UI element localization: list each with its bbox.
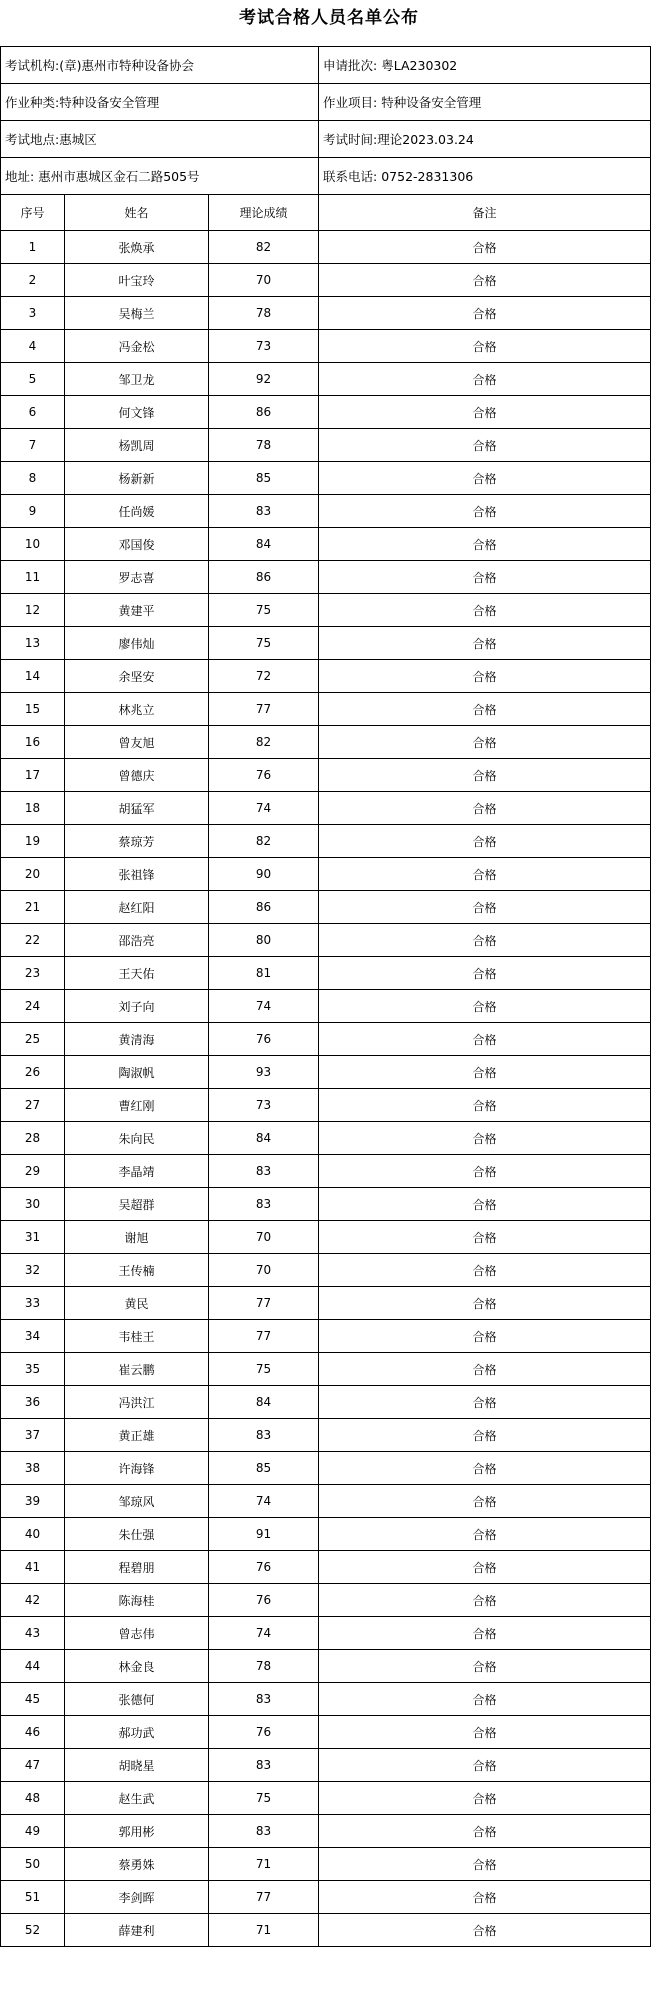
row-score: 74 bbox=[209, 792, 319, 825]
row-number: 19 bbox=[1, 825, 65, 858]
row-score: 78 bbox=[209, 1650, 319, 1683]
row-name: 黄清海 bbox=[65, 1023, 209, 1056]
row-score: 91 bbox=[209, 1518, 319, 1551]
row-name: 何文锋 bbox=[65, 396, 209, 429]
row-name: 王传楠 bbox=[65, 1254, 209, 1287]
row-number: 3 bbox=[1, 297, 65, 330]
table-row bbox=[1, 924, 651, 957]
row-number: 34 bbox=[1, 1320, 65, 1353]
info-job-item bbox=[319, 84, 651, 121]
row-number: 6 bbox=[1, 396, 65, 429]
row-score: 70 bbox=[209, 1254, 319, 1287]
row-number: 7 bbox=[1, 429, 65, 462]
info-phone-label: 联系电话: bbox=[323, 169, 378, 184]
row-name: 邹琼风 bbox=[65, 1485, 209, 1518]
row-score: 75 bbox=[209, 1782, 319, 1815]
row-number: 17 bbox=[1, 759, 65, 792]
table-row bbox=[1, 429, 651, 462]
table-row bbox=[1, 1881, 651, 1914]
info-time-value: 理论2023.03.24 bbox=[377, 132, 474, 147]
info-row-org bbox=[1, 47, 651, 84]
row-number: 2 bbox=[1, 264, 65, 297]
row-score: 83 bbox=[209, 1749, 319, 1782]
row-number: 41 bbox=[1, 1551, 65, 1584]
table-row bbox=[1, 1221, 651, 1254]
row-remark: 合格 bbox=[319, 1782, 651, 1815]
row-name: 许海锋 bbox=[65, 1452, 209, 1485]
row-remark: 合格 bbox=[319, 726, 651, 759]
table-row bbox=[1, 1914, 651, 1947]
row-score: 76 bbox=[209, 759, 319, 792]
row-name: 任尚媛 bbox=[65, 495, 209, 528]
row-name: 韦桂王 bbox=[65, 1320, 209, 1353]
info-location bbox=[1, 121, 319, 158]
row-name: 郭用彬 bbox=[65, 1815, 209, 1848]
row-remark: 合格 bbox=[319, 858, 651, 891]
table-row bbox=[1, 1122, 651, 1155]
row-number: 1 bbox=[1, 231, 65, 264]
row-name: 曾友旭 bbox=[65, 726, 209, 759]
info-batch bbox=[319, 47, 651, 84]
row-number: 52 bbox=[1, 1914, 65, 1947]
row-score: 78 bbox=[209, 297, 319, 330]
row-remark: 合格 bbox=[319, 1749, 651, 1782]
row-name: 陶淑帆 bbox=[65, 1056, 209, 1089]
row-name: 吴超群 bbox=[65, 1188, 209, 1221]
row-name: 廖伟灿 bbox=[65, 627, 209, 660]
row-name: 张焕承 bbox=[65, 231, 209, 264]
row-number: 24 bbox=[1, 990, 65, 1023]
table-row bbox=[1, 561, 651, 594]
row-name: 邹卫龙 bbox=[65, 363, 209, 396]
row-number: 45 bbox=[1, 1683, 65, 1716]
row-score: 74 bbox=[209, 990, 319, 1023]
row-name: 罗志喜 bbox=[65, 561, 209, 594]
table-header-row bbox=[1, 195, 651, 231]
row-remark: 合格 bbox=[319, 429, 651, 462]
row-remark: 合格 bbox=[319, 1221, 651, 1254]
row-number: 20 bbox=[1, 858, 65, 891]
table-row bbox=[1, 1584, 651, 1617]
row-score: 84 bbox=[209, 528, 319, 561]
table-row bbox=[1, 1452, 651, 1485]
row-number: 28 bbox=[1, 1122, 65, 1155]
row-score: 83 bbox=[209, 1419, 319, 1452]
row-name: 黄正雄 bbox=[65, 1419, 209, 1452]
row-score: 84 bbox=[209, 1386, 319, 1419]
row-score: 80 bbox=[209, 924, 319, 957]
table-row bbox=[1, 396, 651, 429]
row-remark: 合格 bbox=[319, 759, 651, 792]
table-row bbox=[1, 957, 651, 990]
row-score: 74 bbox=[209, 1617, 319, 1650]
info-batch-value: 粤LA230302 bbox=[381, 58, 458, 73]
row-score: 70 bbox=[209, 264, 319, 297]
table-row bbox=[1, 1782, 651, 1815]
row-name: 蔡琼芳 bbox=[65, 825, 209, 858]
row-number: 26 bbox=[1, 1056, 65, 1089]
info-job-item-label: 作业项目: bbox=[323, 95, 378, 110]
row-score: 85 bbox=[209, 462, 319, 495]
row-name: 曾志伟 bbox=[65, 1617, 209, 1650]
row-name: 李剑晖 bbox=[65, 1881, 209, 1914]
row-score: 84 bbox=[209, 1122, 319, 1155]
table-row bbox=[1, 1254, 651, 1287]
table-row bbox=[1, 462, 651, 495]
table-row bbox=[1, 1287, 651, 1320]
row-number: 49 bbox=[1, 1815, 65, 1848]
row-score: 92 bbox=[209, 363, 319, 396]
info-location-label: 考试地点: bbox=[5, 132, 60, 147]
row-name: 程碧朋 bbox=[65, 1551, 209, 1584]
row-name: 陈海桂 bbox=[65, 1584, 209, 1617]
table-row bbox=[1, 264, 651, 297]
info-row-job bbox=[1, 84, 651, 121]
row-score: 82 bbox=[209, 726, 319, 759]
row-score: 77 bbox=[209, 693, 319, 726]
table-row bbox=[1, 825, 651, 858]
row-remark: 合格 bbox=[319, 330, 651, 363]
column-header-remark: 备注 bbox=[319, 195, 651, 231]
row-score: 82 bbox=[209, 231, 319, 264]
row-name: 薛建利 bbox=[65, 1914, 209, 1947]
row-number: 48 bbox=[1, 1782, 65, 1815]
row-remark: 合格 bbox=[319, 891, 651, 924]
row-score: 75 bbox=[209, 1353, 319, 1386]
row-score: 83 bbox=[209, 1683, 319, 1716]
row-name: 叶宝玲 bbox=[65, 264, 209, 297]
row-remark: 合格 bbox=[319, 1386, 651, 1419]
row-number: 22 bbox=[1, 924, 65, 957]
row-number: 29 bbox=[1, 1155, 65, 1188]
row-score: 78 bbox=[209, 429, 319, 462]
table-row bbox=[1, 1419, 651, 1452]
row-remark: 合格 bbox=[319, 297, 651, 330]
row-number: 39 bbox=[1, 1485, 65, 1518]
row-name: 张德何 bbox=[65, 1683, 209, 1716]
row-number: 13 bbox=[1, 627, 65, 660]
row-number: 9 bbox=[1, 495, 65, 528]
table-row bbox=[1, 1188, 651, 1221]
row-score: 83 bbox=[209, 1815, 319, 1848]
row-name: 朱仕强 bbox=[65, 1518, 209, 1551]
table-row bbox=[1, 231, 651, 264]
table-row bbox=[1, 528, 651, 561]
table-row bbox=[1, 1650, 651, 1683]
info-time-label: 考试时间: bbox=[323, 132, 378, 147]
table-row bbox=[1, 1848, 651, 1881]
row-remark: 合格 bbox=[319, 1122, 651, 1155]
row-name: 黄民 bbox=[65, 1287, 209, 1320]
row-remark: 合格 bbox=[319, 1815, 651, 1848]
row-score: 70 bbox=[209, 1221, 319, 1254]
info-address bbox=[1, 158, 319, 195]
table-row bbox=[1, 1485, 651, 1518]
row-number: 27 bbox=[1, 1089, 65, 1122]
table-row bbox=[1, 858, 651, 891]
table-row bbox=[1, 990, 651, 1023]
row-remark: 合格 bbox=[319, 1452, 651, 1485]
row-score: 82 bbox=[209, 825, 319, 858]
row-remark: 合格 bbox=[319, 1518, 651, 1551]
row-number: 23 bbox=[1, 957, 65, 990]
table-row bbox=[1, 363, 651, 396]
row-number: 32 bbox=[1, 1254, 65, 1287]
table-row bbox=[1, 1023, 651, 1056]
info-location-value: 惠城区 bbox=[59, 132, 97, 147]
row-remark: 合格 bbox=[319, 1551, 651, 1584]
row-name: 邓国俊 bbox=[65, 528, 209, 561]
info-org bbox=[1, 47, 319, 84]
row-score: 90 bbox=[209, 858, 319, 891]
row-number: 15 bbox=[1, 693, 65, 726]
info-job-type-label: 作业种类: bbox=[5, 95, 60, 110]
row-remark: 合格 bbox=[319, 1848, 651, 1881]
row-score: 86 bbox=[209, 891, 319, 924]
row-remark: 合格 bbox=[319, 957, 651, 990]
row-number: 8 bbox=[1, 462, 65, 495]
row-score: 71 bbox=[209, 1914, 319, 1947]
table-row bbox=[1, 1749, 651, 1782]
row-remark: 合格 bbox=[319, 1584, 651, 1617]
info-address-value: 惠州市惠城区金石二路505号 bbox=[38, 169, 200, 184]
row-score: 86 bbox=[209, 396, 319, 429]
row-number: 46 bbox=[1, 1716, 65, 1749]
row-number: 36 bbox=[1, 1386, 65, 1419]
info-time bbox=[319, 121, 651, 158]
row-score: 83 bbox=[209, 495, 319, 528]
row-remark: 合格 bbox=[319, 1188, 651, 1221]
row-number: 31 bbox=[1, 1221, 65, 1254]
row-score: 77 bbox=[209, 1881, 319, 1914]
row-name: 胡晓星 bbox=[65, 1749, 209, 1782]
row-name: 赵红阳 bbox=[65, 891, 209, 924]
row-remark: 合格 bbox=[319, 1716, 651, 1749]
row-number: 42 bbox=[1, 1584, 65, 1617]
results-table bbox=[0, 46, 651, 1947]
row-remark: 合格 bbox=[319, 1419, 651, 1452]
row-remark: 合格 bbox=[319, 1881, 651, 1914]
table-row bbox=[1, 1815, 651, 1848]
row-remark: 合格 bbox=[319, 1320, 651, 1353]
row-name: 曹红刚 bbox=[65, 1089, 209, 1122]
row-remark: 合格 bbox=[319, 1353, 651, 1386]
row-number: 40 bbox=[1, 1518, 65, 1551]
row-name: 蔡勇姝 bbox=[65, 1848, 209, 1881]
row-name: 张祖锋 bbox=[65, 858, 209, 891]
row-name: 崔云鹏 bbox=[65, 1353, 209, 1386]
row-number: 47 bbox=[1, 1749, 65, 1782]
row-name: 冯洪江 bbox=[65, 1386, 209, 1419]
row-number: 44 bbox=[1, 1650, 65, 1683]
row-name: 刘子向 bbox=[65, 990, 209, 1023]
row-remark: 合格 bbox=[319, 1485, 651, 1518]
row-score: 85 bbox=[209, 1452, 319, 1485]
row-score: 74 bbox=[209, 1485, 319, 1518]
row-remark: 合格 bbox=[319, 1914, 651, 1947]
row-name: 谢旭 bbox=[65, 1221, 209, 1254]
table-row bbox=[1, 1617, 651, 1650]
row-score: 93 bbox=[209, 1056, 319, 1089]
row-name: 吴梅兰 bbox=[65, 297, 209, 330]
row-number: 43 bbox=[1, 1617, 65, 1650]
row-name: 曾德庆 bbox=[65, 759, 209, 792]
row-remark: 合格 bbox=[319, 627, 651, 660]
table-row bbox=[1, 1353, 651, 1386]
row-number: 37 bbox=[1, 1419, 65, 1452]
info-address-label: 地址: bbox=[5, 169, 35, 184]
info-phone-value: 0752-2831306 bbox=[381, 169, 474, 184]
row-name: 王天佑 bbox=[65, 957, 209, 990]
info-job-type-value: 特种设备安全管理 bbox=[59, 95, 160, 110]
row-score: 73 bbox=[209, 330, 319, 363]
info-org-label: 考试机构: bbox=[5, 58, 60, 73]
row-remark: 合格 bbox=[319, 660, 651, 693]
row-score: 76 bbox=[209, 1584, 319, 1617]
column-header-name: 姓名 bbox=[65, 195, 209, 231]
row-remark: 合格 bbox=[319, 231, 651, 264]
row-score: 77 bbox=[209, 1287, 319, 1320]
table-row bbox=[1, 759, 651, 792]
column-header-score: 理论成绩 bbox=[209, 195, 319, 231]
page-title: 考试合格人员名单公布 bbox=[239, 8, 419, 28]
row-remark: 合格 bbox=[319, 1617, 651, 1650]
row-number: 12 bbox=[1, 594, 65, 627]
row-remark: 合格 bbox=[319, 363, 651, 396]
row-remark: 合格 bbox=[319, 561, 651, 594]
row-number: 18 bbox=[1, 792, 65, 825]
row-remark: 合格 bbox=[319, 1089, 651, 1122]
row-remark: 合格 bbox=[319, 1287, 651, 1320]
table-row bbox=[1, 1089, 651, 1122]
row-number: 4 bbox=[1, 330, 65, 363]
row-score: 71 bbox=[209, 1848, 319, 1881]
row-name: 黄建平 bbox=[65, 594, 209, 627]
info-job-type bbox=[1, 84, 319, 121]
row-name: 郝功武 bbox=[65, 1716, 209, 1749]
row-score: 83 bbox=[209, 1188, 319, 1221]
row-remark: 合格 bbox=[319, 462, 651, 495]
info-job-item-value: 特种设备安全管理 bbox=[381, 95, 482, 110]
row-remark: 合格 bbox=[319, 1056, 651, 1089]
row-number: 5 bbox=[1, 363, 65, 396]
table-row bbox=[1, 1155, 651, 1188]
row-number: 50 bbox=[1, 1848, 65, 1881]
table-row bbox=[1, 891, 651, 924]
row-remark: 合格 bbox=[319, 594, 651, 627]
row-remark: 合格 bbox=[319, 990, 651, 1023]
row-score: 75 bbox=[209, 627, 319, 660]
row-number: 16 bbox=[1, 726, 65, 759]
row-remark: 合格 bbox=[319, 1155, 651, 1188]
row-number: 11 bbox=[1, 561, 65, 594]
table-row bbox=[1, 660, 651, 693]
row-score: 72 bbox=[209, 660, 319, 693]
row-remark: 合格 bbox=[319, 1683, 651, 1716]
table-row bbox=[1, 726, 651, 759]
row-score: 76 bbox=[209, 1716, 319, 1749]
row-remark: 合格 bbox=[319, 924, 651, 957]
table-row bbox=[1, 495, 651, 528]
row-remark: 合格 bbox=[319, 792, 651, 825]
row-remark: 合格 bbox=[319, 1650, 651, 1683]
table-row bbox=[1, 1518, 651, 1551]
row-score: 76 bbox=[209, 1551, 319, 1584]
row-remark: 合格 bbox=[319, 693, 651, 726]
info-row-address bbox=[1, 158, 651, 195]
row-remark: 合格 bbox=[319, 264, 651, 297]
table-row bbox=[1, 297, 651, 330]
column-header-no: 序号 bbox=[1, 195, 65, 231]
info-org-value: (章)惠州市特种设备协会 bbox=[59, 58, 194, 73]
row-name: 邵浩亮 bbox=[65, 924, 209, 957]
table-row bbox=[1, 1320, 651, 1353]
row-score: 76 bbox=[209, 1023, 319, 1056]
row-number: 33 bbox=[1, 1287, 65, 1320]
table-row bbox=[1, 1056, 651, 1089]
row-name: 杨凯周 bbox=[65, 429, 209, 462]
row-name: 杨新新 bbox=[65, 462, 209, 495]
row-score: 81 bbox=[209, 957, 319, 990]
row-remark: 合格 bbox=[319, 396, 651, 429]
row-number: 21 bbox=[1, 891, 65, 924]
table-row bbox=[1, 1716, 651, 1749]
row-number: 25 bbox=[1, 1023, 65, 1056]
row-remark: 合格 bbox=[319, 825, 651, 858]
table-row bbox=[1, 330, 651, 363]
table-row bbox=[1, 1386, 651, 1419]
row-name: 赵生武 bbox=[65, 1782, 209, 1815]
results-table-body bbox=[1, 47, 651, 1947]
row-remark: 合格 bbox=[319, 528, 651, 561]
row-remark: 合格 bbox=[319, 1023, 651, 1056]
row-name: 余坚安 bbox=[65, 660, 209, 693]
row-score: 77 bbox=[209, 1320, 319, 1353]
info-phone bbox=[319, 158, 651, 195]
row-name: 李晶靖 bbox=[65, 1155, 209, 1188]
row-number: 10 bbox=[1, 528, 65, 561]
info-row-location bbox=[1, 121, 651, 158]
table-row bbox=[1, 693, 651, 726]
table-row bbox=[1, 627, 651, 660]
row-name: 林兆立 bbox=[65, 693, 209, 726]
row-name: 朱向民 bbox=[65, 1122, 209, 1155]
row-number: 14 bbox=[1, 660, 65, 693]
row-score: 75 bbox=[209, 594, 319, 627]
row-score: 83 bbox=[209, 1155, 319, 1188]
info-batch-label: 申请批次: bbox=[323, 58, 378, 73]
table-row bbox=[1, 1551, 651, 1584]
row-score: 86 bbox=[209, 561, 319, 594]
row-score: 73 bbox=[209, 1089, 319, 1122]
row-name: 林金良 bbox=[65, 1650, 209, 1683]
row-number: 35 bbox=[1, 1353, 65, 1386]
table-row bbox=[1, 792, 651, 825]
row-name: 胡猛军 bbox=[65, 792, 209, 825]
row-number: 30 bbox=[1, 1188, 65, 1221]
table-row bbox=[1, 594, 651, 627]
table-row bbox=[1, 1683, 651, 1716]
row-number: 38 bbox=[1, 1452, 65, 1485]
row-number: 51 bbox=[1, 1881, 65, 1914]
row-name: 冯金松 bbox=[65, 330, 209, 363]
row-remark: 合格 bbox=[319, 1254, 651, 1287]
row-remark: 合格 bbox=[319, 495, 651, 528]
